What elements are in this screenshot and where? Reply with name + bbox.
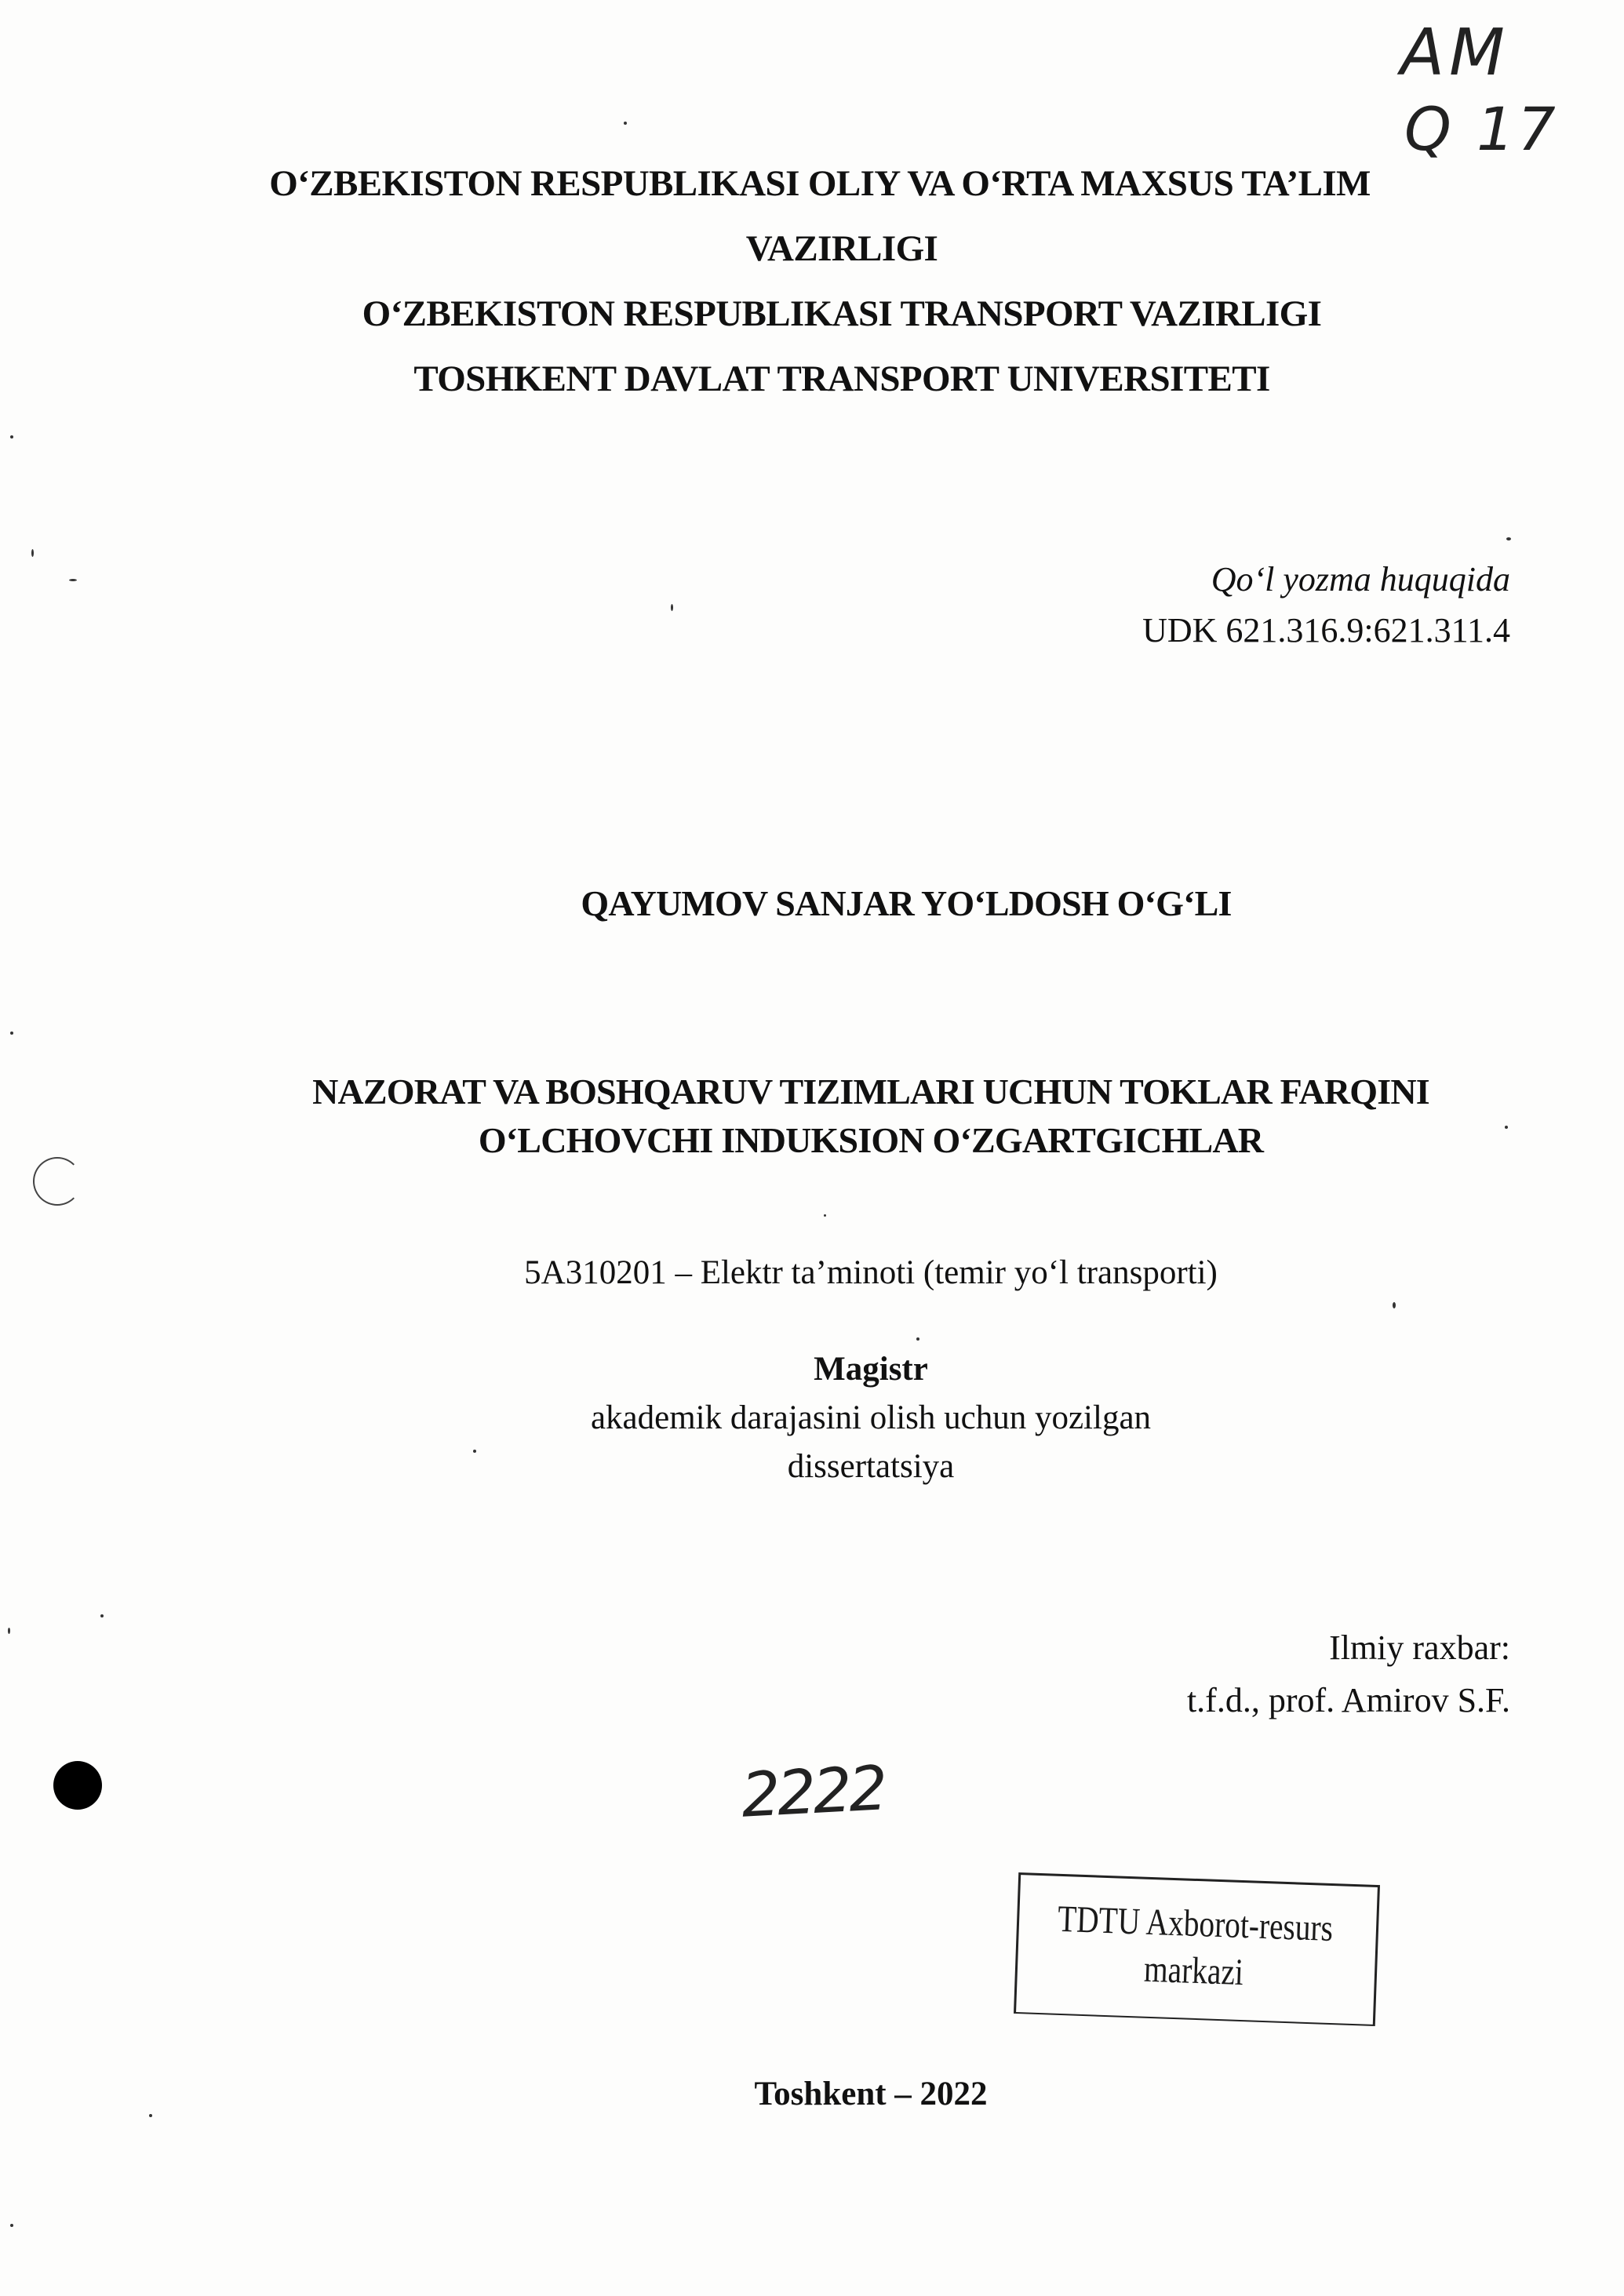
scan-circle-mark xyxy=(33,1157,82,1206)
ministry-line2: VAZIRLIGI xyxy=(745,228,938,269)
place-year: Toshkent – 2022 xyxy=(754,2076,988,2112)
degree-description: akademik darajasini olish uchun yozilgan xyxy=(590,1399,1152,1436)
scan-speck xyxy=(671,604,673,611)
author-name: QAYUMOV SANJAR YO‘LDOSH O‘G‘LI xyxy=(581,883,1232,923)
scan-hole-mark xyxy=(53,1761,102,1810)
handwritten-note-line1: AM xyxy=(1400,16,1509,90)
scan-speck xyxy=(10,435,13,438)
supervisor-label: Ilmiy raxbar: xyxy=(1329,1628,1510,1667)
udk-code: UDK 621.316.9:621.311.4 xyxy=(1142,611,1510,650)
stamp-line2: markazi xyxy=(1143,1948,1244,1994)
scan-speck xyxy=(10,1032,13,1035)
thesis-title-line1: NAZORAT VA BOSHQARUV TIZIMLARI UCHUN TOKLAR FARQINI xyxy=(312,1072,1429,1112)
thesis-title-line2: O‘LCHOVCHI INDUKSION O‘ZGARTGICHLAR xyxy=(478,1120,1264,1160)
handwritten-note-line2: Q 17 xyxy=(1404,94,1559,164)
specialty-code: 5A310201 – Elektr ta’minoti (temir yo‘l transporti) xyxy=(524,1254,1218,1291)
scan-speck xyxy=(69,579,77,581)
scan-speck xyxy=(1505,1126,1508,1129)
scan-speck xyxy=(100,1614,104,1617)
ministry-line3: O‘ZBEKISTON RESPUBLIKASI TRANSPORT VAZIRLIGI xyxy=(362,293,1322,334)
scan-speck xyxy=(10,2224,13,2227)
handwritten-inventory-number: 2222 xyxy=(739,1753,887,1832)
scan-speck xyxy=(1506,537,1511,540)
manuscript-rights-label: Qo‘l yozma huquqida xyxy=(1211,560,1510,599)
scan-speck xyxy=(31,549,34,557)
library-stamp xyxy=(1014,1872,1379,2026)
stamp-line1: TDTU Axborot-resurs xyxy=(1057,1898,1334,1950)
scan-speck xyxy=(624,122,627,125)
scan-speck xyxy=(824,1214,826,1217)
scan-speck xyxy=(1393,1302,1396,1308)
scan-speck xyxy=(473,1450,476,1453)
dissertation-label: dissertatsiya xyxy=(787,1448,955,1485)
university-name: TOSHKENT DAVLAT TRANSPORT UNIVERSITETI xyxy=(413,358,1270,399)
ministry-line1: O‘ZBEKISTON RESPUBLIKASI OLIY VA O‘RTA MAXSUS TA’LIM xyxy=(269,163,1371,204)
scan-speck xyxy=(916,1337,919,1341)
scan-speck xyxy=(149,2114,152,2117)
scan-speck xyxy=(8,1628,10,1634)
supervisor-name: t.f.d., prof. Amirov S.F. xyxy=(1186,1681,1510,1719)
degree-name: Magistr xyxy=(814,1351,928,1388)
